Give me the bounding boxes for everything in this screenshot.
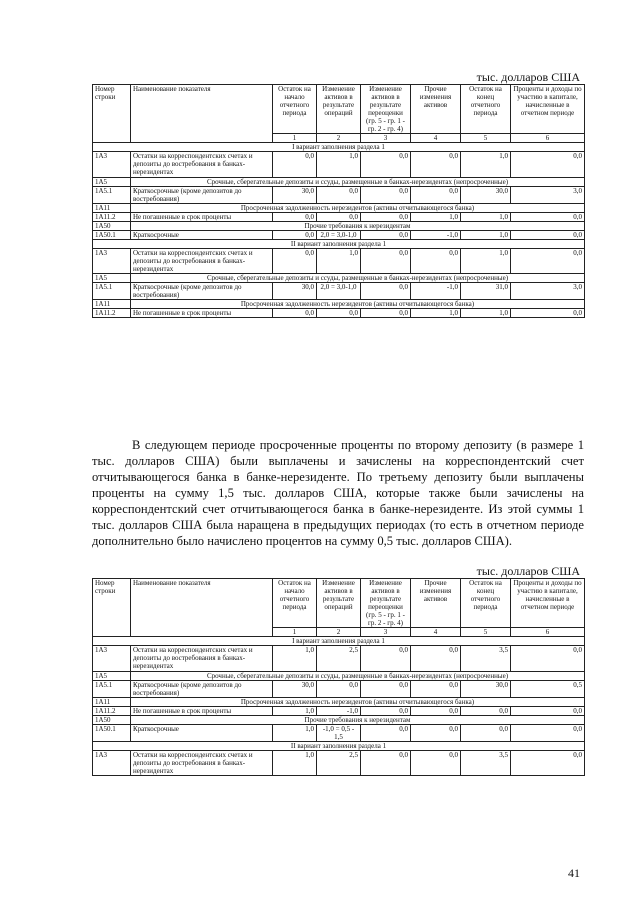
column-header: Прочие изменения активов [411,85,461,134]
section-title: I вариант заполнения раздела 1 [93,637,585,646]
value-cell: 0,0 [317,680,361,697]
column-header: Изменение активов в результате переоценки (гр. 5 - гр. 1 - гр. 2 - гр. 4) [361,579,411,628]
row-label: Остатки на корреспондентских счетах и депозиты до востребования в банках-нерезидентах [131,248,273,273]
row-label: Не погашенные в срок проценты [131,309,273,318]
column-header: Наименование показателя [131,579,273,637]
value-cell: 2,0 = 3,0-1,0 [317,283,361,300]
value-cell: -1,0 = 0,5 - 1,5 [317,724,361,741]
value-cell: 0,0 [273,309,317,318]
value-cell: 0,0 [461,706,511,715]
value-cell: 1,0 [461,309,511,318]
body-paragraph: В следующем периоде просроченные проценты по второму депозиту (в размере 1 тыс. долларов США) были выплачены и зачислены на корреспондентский счет отчитывающегося банка в банке-нерезиденте. По третьему депозиту были выплачены проценты на сумму 1,5 тыс. долларов США, которые также были зачислены на корреспондентский счет отчитывающегося банка в банке-нерезиденте. Из этой суммы 1 тыс. долларов США была наращена в предыдущих периодах (то есть в отчетном периоде дополнительно было начислено процентов на сумму 0,5 тыс. долларов США). [92,438,584,548]
value-cell: 1,0 [273,646,317,671]
value-cell: 0,0 [361,283,411,300]
row-code: 1А50 [93,221,131,230]
value-cell: 0,0 [361,248,411,273]
section-row [93,741,585,750]
value-cell: 0,0 [361,309,411,318]
table-row [93,706,585,715]
table-row [93,750,585,775]
value-cell: 0,0 [411,750,461,775]
value-cell: 30,0 [461,680,511,697]
table-1 [92,84,585,318]
value-cell: 1,0 [273,706,317,715]
row-label: Краткосрочные (кроме депозитов до востребования) [131,283,273,300]
row-code: 1А3 [93,646,131,671]
value-cell: 0,0 [511,212,585,221]
column-header: Остаток на конец отчетного периода [461,579,511,628]
column-header: Проценты и доходы по участию в капитале, начисленные в отчетном периоде [511,579,585,628]
value-cell: 0,0 [361,724,411,741]
value-cell: 1,0 [273,724,317,741]
value-cell: 1,0 [411,212,461,221]
section-title: II вариант заполнения раздела 1 [93,239,585,248]
row-label: Краткосрочные [131,230,273,239]
value-cell: 0,0 [317,309,361,318]
table-row [93,283,585,300]
section-title: I вариант заполнения раздела 1 [93,143,585,152]
value-cell: 30,0 [273,283,317,300]
group-row [93,274,585,283]
table-row [93,309,585,318]
value-cell: 3,5 [461,750,511,775]
value-cell: 0,0 [273,152,317,177]
column-header: Проценты и доходы по участию в капитале, начисленные в отчетном периоде [511,85,585,134]
header-row [93,579,585,628]
row-code: 1А11.2 [93,706,131,715]
column-number: 1 [273,134,317,143]
row-code: 1А5 [93,274,131,283]
table-row [93,230,585,239]
column-number: 5 [461,628,511,637]
row-label: Краткосрочные (кроме депозитов до востребования) [131,680,273,697]
value-cell: 0,0 [361,750,411,775]
value-cell: 0,0 [511,706,585,715]
column-header: Наименование показателя [131,85,273,143]
column-header: Прочие изменения активов [411,579,461,628]
column-number: 6 [511,628,585,637]
value-cell: 0,0 [361,230,411,239]
value-cell: -1,0 [411,230,461,239]
value-cell: 2,5 [317,646,361,671]
group-title: Прочие требования к нерезидентам [131,715,585,724]
row-code: 1А3 [93,248,131,273]
row-code: 1А5 [93,671,131,680]
value-cell: -1,0 [411,283,461,300]
value-cell: 0,0 [361,680,411,697]
row-code: 1А50.1 [93,230,131,239]
group-row [93,203,585,212]
group-row [93,697,585,706]
value-cell: 31,0 [461,283,511,300]
value-cell: 0,0 [317,186,361,203]
value-cell: 0,0 [411,152,461,177]
group-title: Срочные, сберегательные депозиты и ссуды, размещенные в банках-нерезидентах (непросроченные) [131,274,585,283]
units-label-2: тыс. долларов США [476,564,580,578]
value-cell: 0,0 [273,212,317,221]
value-cell: 0,0 [511,152,585,177]
row-label: Краткосрочные [131,724,273,741]
section-title: II вариант заполнения раздела 1 [93,741,585,750]
column-header: Номер строки [93,579,131,637]
value-cell: 1,0 [461,212,511,221]
value-cell: 0,0 [411,646,461,671]
row-code: 1А3 [93,750,131,775]
value-cell: 0,0 [361,152,411,177]
column-number: 6 [511,134,585,143]
group-title: Срочные, сберегательные депозиты и ссуды, размещенные в банках-нерезидентах (непросроченные) [131,177,585,186]
row-label: Остатки на корреспондентских счетах и депозиты до востребования в банках-нерезидентах [131,152,273,177]
row-label: Не погашенные в срок проценты [131,212,273,221]
value-cell: 3,0 [511,283,585,300]
section-row [93,637,585,646]
group-title: Прочие требования к нерезидентам [131,221,585,230]
value-cell: 1,0 [461,152,511,177]
value-cell: 0,0 [361,646,411,671]
value-cell: 0,0 [361,186,411,203]
value-cell: 1,0 [461,248,511,273]
column-number: 5 [461,134,511,143]
page-number: 41 [568,866,580,880]
value-cell: 0,0 [511,646,585,671]
row-code: 1А5.1 [93,680,131,697]
value-cell: 1,0 [317,248,361,273]
value-cell: 0,0 [461,724,511,741]
value-cell: 0,0 [511,309,585,318]
value-cell: 1,0 [273,750,317,775]
column-header: Номер строки [93,85,131,143]
value-cell: 2,0 = 3,0-1,0 [317,230,361,239]
value-cell: 1,0 [317,152,361,177]
column-header: Изменение активов в результате операций [317,85,361,134]
value-cell: 0,0 [511,248,585,273]
section-row [93,143,585,152]
value-cell: 30,0 [273,186,317,203]
table-row [93,152,585,177]
value-cell: 0,0 [511,750,585,775]
group-title: Просроченная задолженность нерезидентов (активы отчитывающегося банка) [131,203,585,212]
column-number: 4 [411,134,461,143]
group-row [93,715,585,724]
value-cell: 0,0 [411,680,461,697]
value-cell: 0,0 [273,230,317,239]
column-header: Остаток на начало отчетного периода [273,85,317,134]
column-number: 3 [361,134,411,143]
row-label: Остатки на корреспондентских счетах и депозиты до востребования в банках-нерезидентах [131,750,273,775]
value-cell: 0,0 [511,724,585,741]
value-cell: 3,5 [461,646,511,671]
value-cell: 30,0 [273,680,317,697]
row-code: 1А11 [93,697,131,706]
value-cell: 0,0 [511,230,585,239]
column-number: 1 [273,628,317,637]
column-number: 2 [317,134,361,143]
value-cell: 0,0 [411,724,461,741]
row-code: 1А11.2 [93,212,131,221]
column-header: Остаток на конец отчетного периода [461,85,511,134]
row-code: 1А50.1 [93,724,131,741]
value-cell: 0,0 [317,212,361,221]
header-row [93,85,585,134]
table-row [93,724,585,741]
column-number: 2 [317,628,361,637]
group-row [93,221,585,230]
table-row [93,248,585,273]
section-row [93,239,585,248]
table-2 [92,578,585,776]
table-row [93,186,585,203]
group-row [93,671,585,680]
value-cell: 30,0 [461,186,511,203]
column-number: 3 [361,628,411,637]
row-code: 1А11.2 [93,309,131,318]
row-code: 1А11 [93,300,131,309]
column-header: Изменение активов в результате операций [317,579,361,628]
row-code: 1А3 [93,152,131,177]
row-code: 1А5.1 [93,186,131,203]
value-cell: 2,5 [317,750,361,775]
table-row [93,646,585,671]
row-label: Остатки на корреспондентских счетах и депозиты до востребования в банках-нерезидентах [131,646,273,671]
value-cell: 0,0 [411,186,461,203]
column-number: 4 [411,628,461,637]
group-title: Просроченная задолженность нерезидентов (активы отчитывающегося банка) [131,697,585,706]
value-cell: 0,5 [511,680,585,697]
value-cell: 0,0 [273,248,317,273]
value-cell: 3,0 [511,186,585,203]
value-cell: 0,0 [361,706,411,715]
group-title: Просроченная задолженность нерезидентов (активы отчитывающегося банка) [131,300,585,309]
row-label: Не погашенные в срок проценты [131,706,273,715]
row-code: 1А5 [93,177,131,186]
value-cell: 1,0 [411,309,461,318]
group-title: Срочные, сберегательные депозиты и ссуды, размещенные в банках-нерезидентах (непросроченные) [131,671,585,680]
row-code: 1А5.1 [93,283,131,300]
value-cell: 1,0 [461,230,511,239]
row-code: 1А50 [93,715,131,724]
table-row [93,212,585,221]
group-row [93,300,585,309]
units-label-1: тыс. долларов США [476,70,580,84]
row-code: 1А11 [93,203,131,212]
value-cell: -1,0 [317,706,361,715]
value-cell: 0,0 [361,212,411,221]
table-row [93,680,585,697]
value-cell: 0,0 [411,248,461,273]
column-header: Остаток на начало отчетного периода [273,579,317,628]
column-header: Изменение активов в результате переоценки (гр. 5 - гр. 1 - гр. 2 - гр. 4) [361,85,411,134]
row-label: Краткосрочные (кроме депозитов до востребования) [131,186,273,203]
group-row [93,177,585,186]
value-cell: 0,0 [411,706,461,715]
